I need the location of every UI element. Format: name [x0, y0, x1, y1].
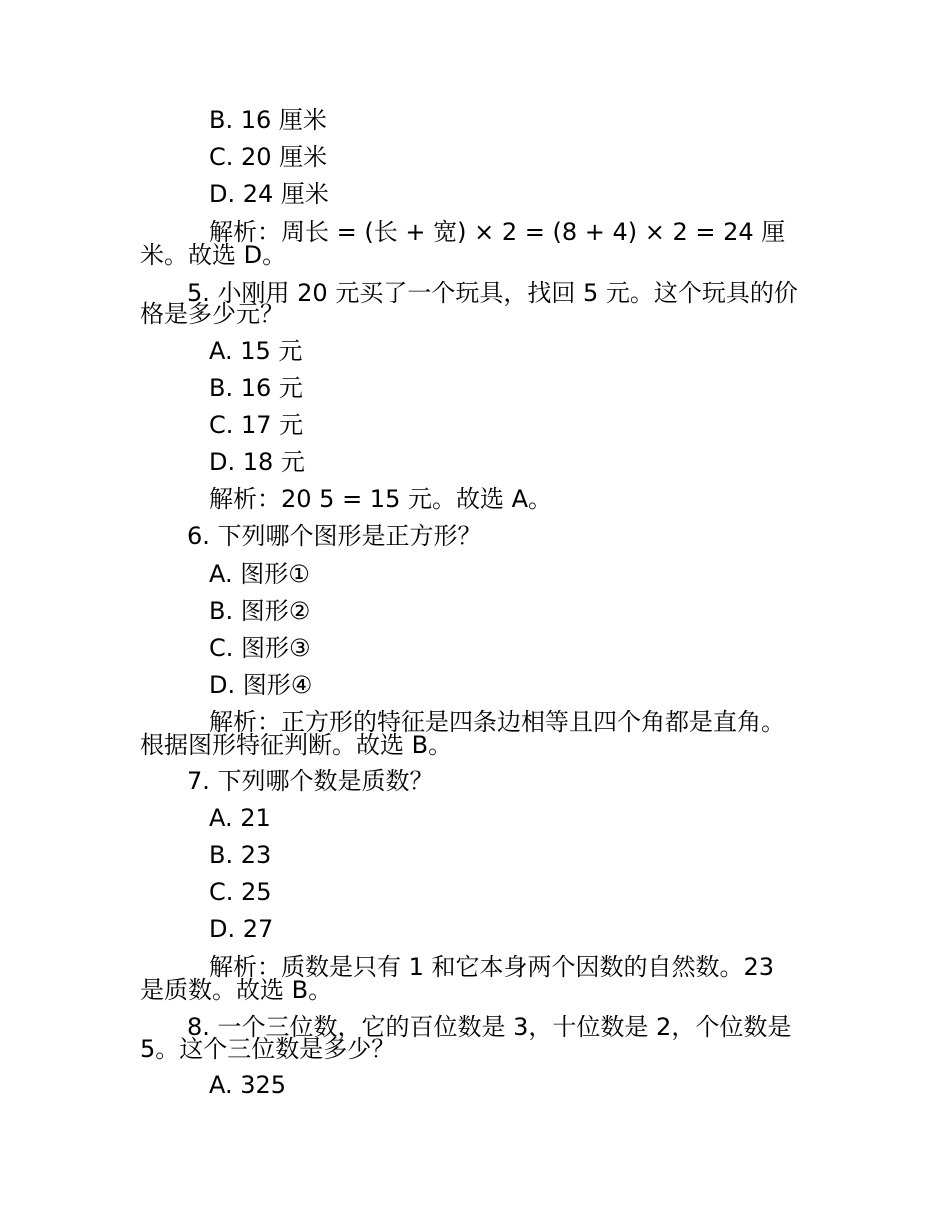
q6-explanation-line-2: 根据图形特征判断。故选 B。 — [140, 731, 453, 759]
q6-option-b: B. 图形② — [209, 597, 311, 625]
q7-option-a: A. 21 — [209, 804, 271, 832]
q6-explanation-line-1: 解析：正方形的特征是四条边相等且四个角都是直角。 — [209, 708, 785, 736]
q7-question: 7. 下列哪个数是质数？ — [187, 767, 434, 795]
q4-explanation-line-2: 米。故选 D。 — [140, 241, 287, 269]
q5-option-c: C. 17 元 — [209, 411, 304, 439]
q7-explanation-line-1: 解析：质数是只有 1 和它本身两个因数的自然数。23 — [209, 953, 775, 981]
q6-question: 6. 下列哪个图形是正方形？ — [187, 522, 482, 550]
q4-option-b: B. 16 厘米 — [209, 106, 327, 134]
q5-option-b: B. 16 元 — [209, 374, 303, 402]
q8-question-line-2: 5。这个三位数是多少？ — [140, 1035, 396, 1063]
q7-option-b: B. 23 — [209, 841, 272, 869]
q7-explanation-line-2: 是质数。故选 B。 — [140, 976, 333, 1004]
q4-option-c: C. 20 厘米 — [209, 143, 328, 171]
q6-option-d: D. 图形④ — [209, 671, 313, 699]
q5-option-d: D. 18 元 — [209, 448, 305, 476]
q5-option-a: A. 15 元 — [209, 337, 303, 365]
q4-option-d: D. 24 厘米 — [209, 180, 329, 208]
q4-explanation-line-1: 解析：周长 = (长 + 宽) × 2 = (8 + 4) × 2 = 24 厘 — [209, 218, 786, 246]
q8-option-a: A. 325 — [209, 1071, 287, 1099]
q6-option-a: A. 图形① — [209, 560, 310, 588]
q6-option-c: C. 图形③ — [209, 634, 311, 662]
q5-question-line-2: 格是多少元？ — [140, 300, 284, 328]
q7-option-d: D. 27 — [209, 915, 274, 943]
q7-option-c: C. 25 — [209, 878, 272, 906]
q8-question-line-1: 8. 一个三位数，它的百位数是 3，十位数是 2，个位数是 — [187, 1013, 792, 1041]
q5-question-line-1: 5. 小刚用 20 元买了一个玩具，找回 5 元。这个玩具的价 — [187, 279, 798, 307]
q5-explanation: 解析：20 5 = 15 元。故选 A。 — [209, 485, 553, 513]
